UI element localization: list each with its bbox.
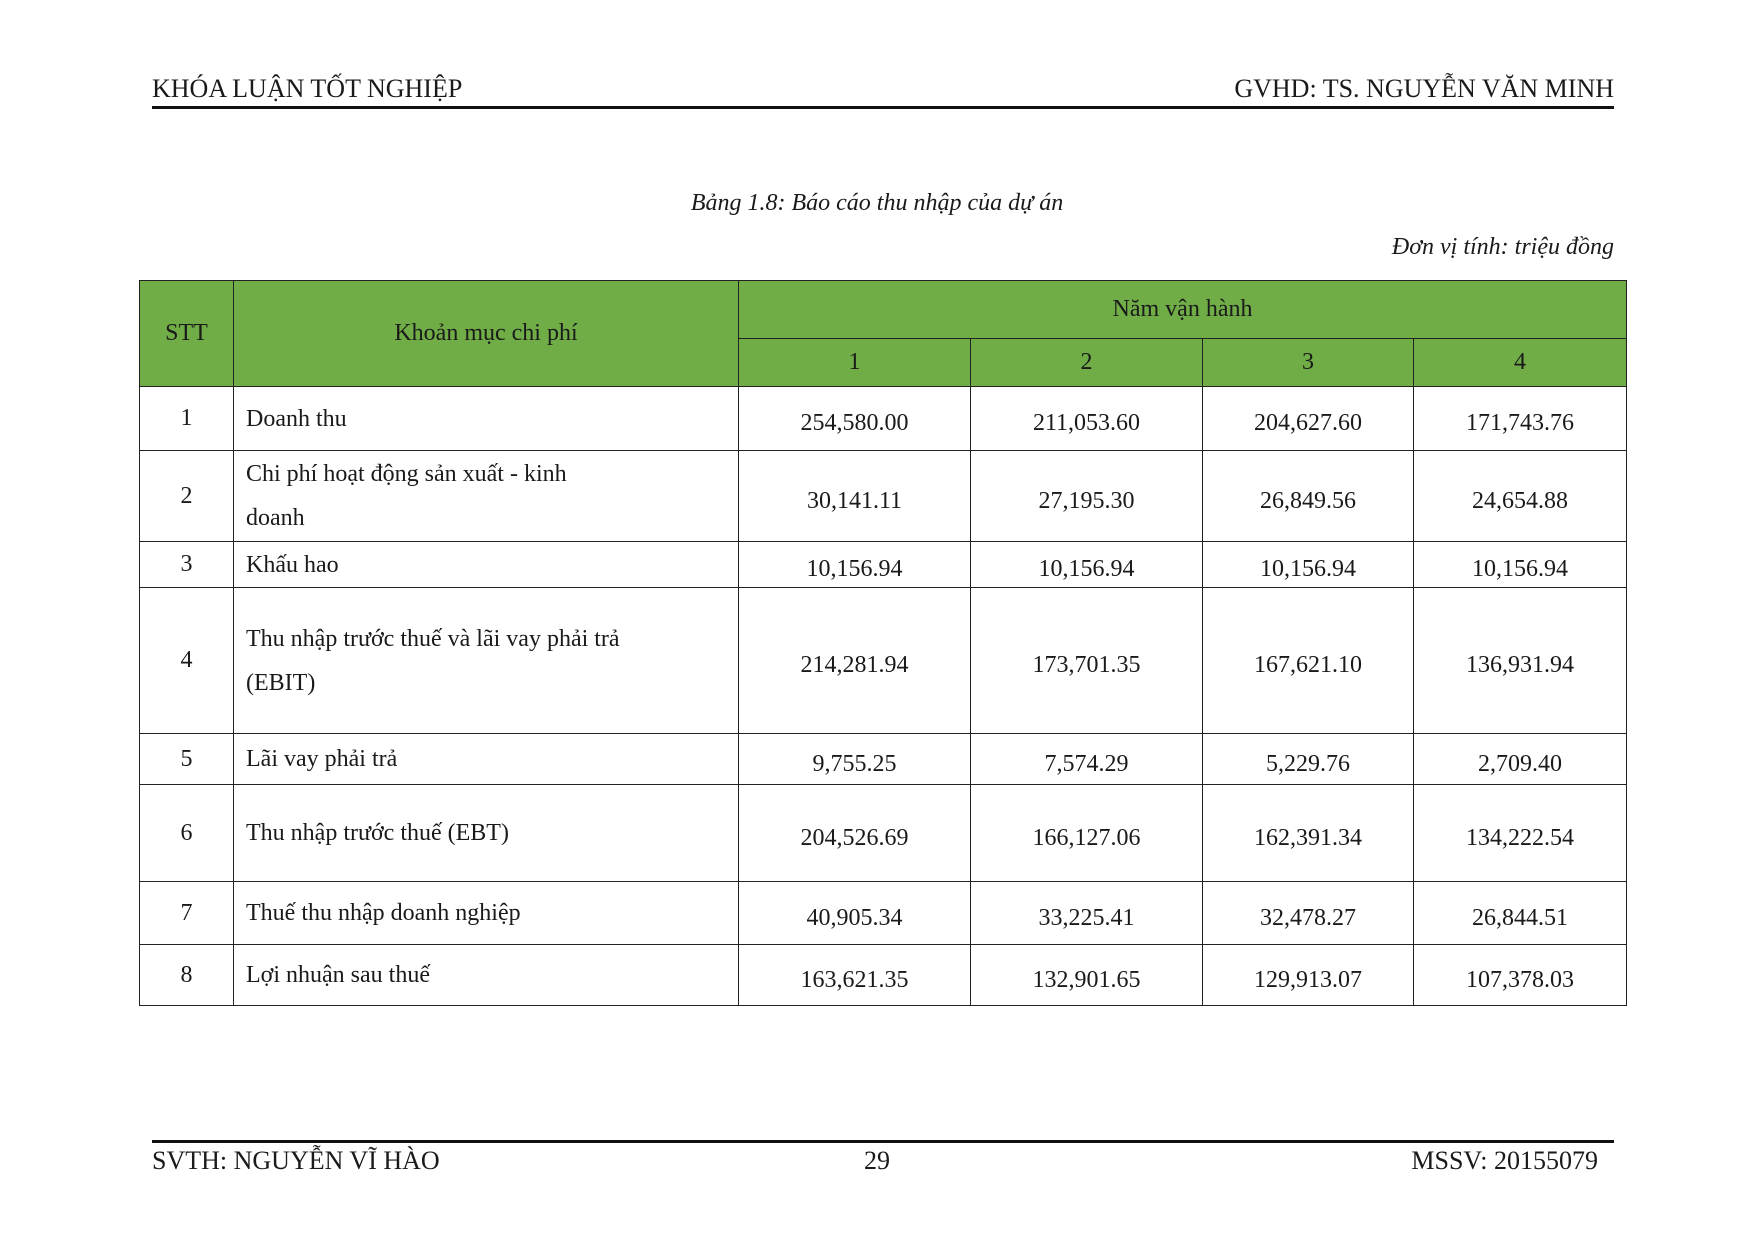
row-value: 10,156.94 xyxy=(739,542,971,588)
row-value: 26,844.51 xyxy=(1414,882,1627,945)
footer-student-name: SVTH: NGUYỄN VĨ HÀO xyxy=(152,1146,440,1175)
row-item-name: Doanh thu xyxy=(234,387,739,451)
row-item-name: Chi phí hoạt động sản xuất - kinh doanh xyxy=(234,451,739,542)
row-value: 173,701.35 xyxy=(971,588,1203,734)
row-value: 40,905.34 xyxy=(739,882,971,945)
table-row xyxy=(140,785,1627,882)
row-value: 204,526.69 xyxy=(739,785,971,882)
footer-student-id: MSSV: 20155079 xyxy=(1411,1146,1598,1175)
header-operating-years: Năm vận hành xyxy=(739,281,1627,339)
row-value: 129,913.07 xyxy=(1203,945,1414,1006)
row-value: 27,195.30 xyxy=(971,451,1203,542)
row-value: 7,574.29 xyxy=(971,734,1203,785)
row-value: 10,156.94 xyxy=(1203,542,1414,588)
row-value: 166,127.06 xyxy=(971,785,1203,882)
row-value: 167,621.10 xyxy=(1203,588,1414,734)
row-value: 5,229.76 xyxy=(1203,734,1414,785)
header-year: 3 xyxy=(1203,339,1414,387)
row-value: 9,755.25 xyxy=(739,734,971,785)
row-value: 24,654.88 xyxy=(1414,451,1627,542)
row-value: 162,391.34 xyxy=(1203,785,1414,882)
header-year: 1 xyxy=(739,339,971,387)
header-stt: STT xyxy=(140,281,234,387)
row-value: 214,281.94 xyxy=(739,588,971,734)
row-stt: 4 xyxy=(140,588,234,734)
row-value: 136,931.94 xyxy=(1414,588,1627,734)
row-stt: 2 xyxy=(140,451,234,542)
table-caption: Bảng 1.8: Báo cáo thu nhập của dự án xyxy=(690,190,1064,216)
table-row xyxy=(140,387,1627,451)
row-value: 107,378.03 xyxy=(1414,945,1627,1006)
unit-note: Đơn vị tính: triệu đồng xyxy=(1391,234,1614,260)
row-stt: 3 xyxy=(140,542,234,588)
header-left-title: KHÓA LUẬN TỐT NGHIỆP xyxy=(152,74,463,103)
row-stt: 7 xyxy=(140,882,234,945)
footer-rule xyxy=(152,1140,1614,1143)
row-value: 26,849.56 xyxy=(1203,451,1414,542)
row-value: 163,621.35 xyxy=(739,945,971,1006)
row-item-name: Lãi vay phải trả xyxy=(234,734,739,785)
header-rule xyxy=(152,106,1614,109)
row-stt: 5 xyxy=(140,734,234,785)
row-value: 10,156.94 xyxy=(1414,542,1627,588)
row-value: 132,901.65 xyxy=(971,945,1203,1006)
header-year: 4 xyxy=(1414,339,1627,387)
row-item-name: Thu nhập trước thuế và lãi vay phải trả (EBIT) xyxy=(234,588,739,734)
header-right-advisor: GVHD: TS. NGUYỄN VĂN MINH xyxy=(1234,74,1614,103)
row-value: 2,709.40 xyxy=(1414,734,1627,785)
row-value: 204,627.60 xyxy=(1203,387,1414,451)
row-stt: 8 xyxy=(140,945,234,1006)
income-report-table xyxy=(139,280,1627,1006)
row-value: 32,478.27 xyxy=(1203,882,1414,945)
row-item-name: Lợi nhuận sau thuế xyxy=(234,945,739,1006)
row-stt: 1 xyxy=(140,387,234,451)
row-value: 10,156.94 xyxy=(971,542,1203,588)
row-value: 211,053.60 xyxy=(971,387,1203,451)
table-row xyxy=(140,734,1627,785)
table-row xyxy=(140,451,1627,542)
row-value: 30,141.11 xyxy=(739,451,971,542)
row-value: 134,222.54 xyxy=(1414,785,1627,882)
row-item-name: Khấu hao xyxy=(234,542,739,588)
page-number: 29 xyxy=(864,1146,890,1175)
table-row xyxy=(140,588,1627,734)
header-item: Khoản mục chi phí xyxy=(234,281,739,387)
row-stt: 6 xyxy=(140,785,234,882)
table-row xyxy=(140,882,1627,945)
header-year: 2 xyxy=(971,339,1203,387)
table-row xyxy=(140,945,1627,1006)
row-item-name: Thu nhập trước thuế (EBT) xyxy=(234,785,739,882)
row-value: 171,743.76 xyxy=(1414,387,1627,451)
row-value: 33,225.41 xyxy=(971,882,1203,945)
row-item-name: Thuế thu nhập doanh nghiệp xyxy=(234,882,739,945)
table-row xyxy=(140,542,1627,588)
row-value: 254,580.00 xyxy=(739,387,971,451)
